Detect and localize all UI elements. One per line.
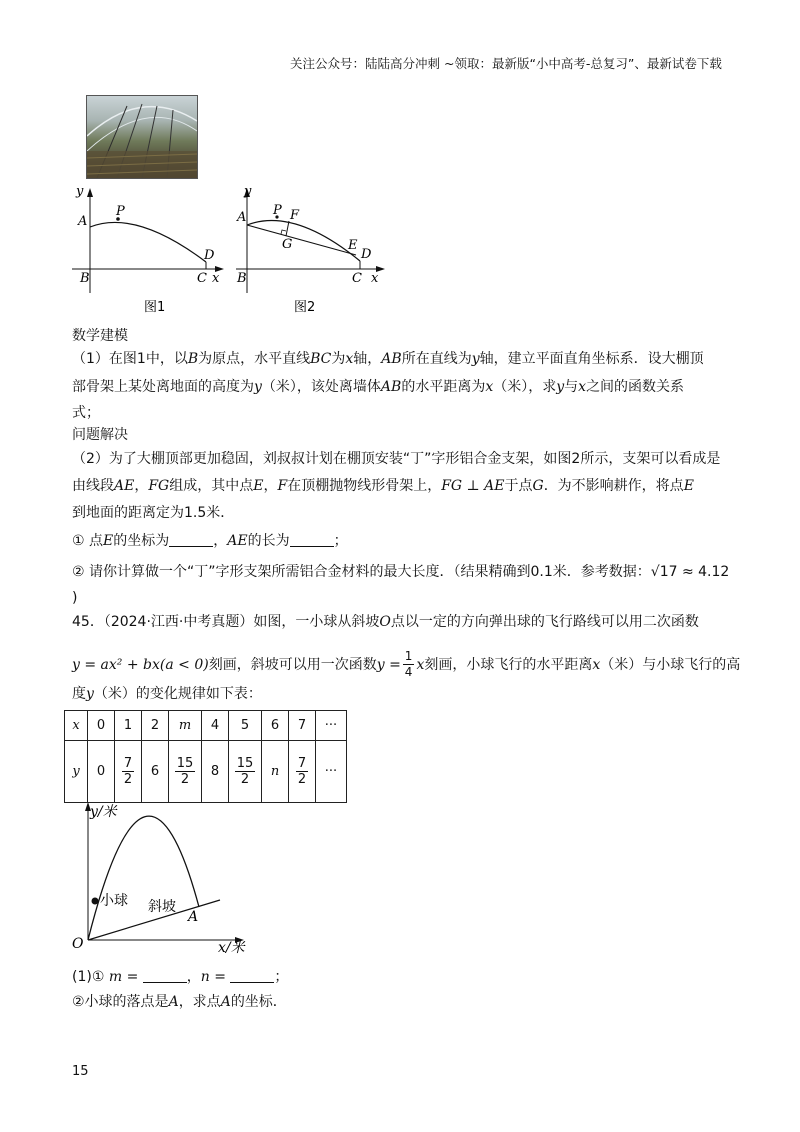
table-cell: $\frac{15}{2}$ (169, 741, 202, 803)
q1-line-2: 部骨架上某处离地面的高度为y（米），该处离墙体AB的水平距离为x（米），求y与x之间的函数关系 (72, 379, 685, 395)
fig1-label-d: D (204, 248, 215, 263)
table-cell: $\frac{7}{2}$ (115, 741, 142, 803)
fig2-label-b: B (237, 271, 247, 286)
section-solving: 问题解决 (72, 427, 128, 443)
fig2-label-f: F (290, 208, 300, 223)
table-cell: 6 (142, 741, 169, 803)
q2-sub-2-close: ) (72, 590, 78, 606)
fig2-segment-ae (247, 225, 356, 255)
answer-blank-ae-length[interactable] (290, 532, 334, 547)
fig3-x-label: x/米 (218, 940, 245, 956)
fig2-caption: 图2 (294, 300, 316, 315)
fig3-label-slope: 斜坡 (148, 899, 176, 915)
table-cell: 2 (142, 711, 169, 741)
fig1-label-a: A (78, 214, 88, 229)
table-cell: 7 (289, 711, 316, 741)
q1-line-1: （1）在图1中，以B为原点，水平直线BC为x轴，AB所在直线为y轴，建立平面直角坐标系．设大棚顶 (72, 351, 704, 367)
answer-blank-n[interactable] (230, 968, 274, 983)
answer-blank-e-coord[interactable] (169, 532, 213, 547)
fig2-label-a: A (237, 210, 247, 225)
table-row-x (65, 711, 347, 741)
table-cell: ··· (316, 711, 347, 741)
figure-ball-trajectory (62, 800, 282, 960)
fig1-parabola (90, 222, 206, 262)
table-cell: 6 (262, 711, 289, 741)
table-cell: ··· (316, 741, 347, 803)
q2-sub-1: ① 点E的坐标为 ，AE的长为 ； (72, 533, 348, 549)
fig3-label-o: O (72, 936, 84, 952)
q45-line-1: 45．（2024·江西·中考真题）如图，一小球从斜坡O点以一定的方向弹出球的飞行路线可以用二次函数 (72, 614, 699, 630)
fig2-label-c: C (352, 271, 362, 286)
table-cell: 4 (202, 711, 229, 741)
fig1-y-label: y (76, 185, 84, 199)
section-modeling: 数学建模 (72, 328, 128, 344)
fig1-label-c: C (197, 271, 207, 286)
figure-2 (232, 185, 392, 320)
page-header: 关注公众号：陆陆高分冲刺 ~领取：最新版“小中高考-总复习”、最新试卷下载 (290, 56, 722, 71)
table-cell: 1 (115, 711, 142, 741)
q45-sub-2: ②小球的落点是A，求点A的坐标． (72, 994, 287, 1010)
fig2-x-label: x (371, 271, 379, 286)
greenhouse-photo (86, 95, 198, 179)
fig3-y-label: y/米 (90, 804, 117, 820)
fig3-label-a: A (188, 909, 199, 925)
fig3-trajectory (88, 816, 199, 940)
value-table (64, 710, 347, 803)
q2-line-2: 由线段AE，FG组成，其中点E，F在顶棚抛物线形骨架上，FG ⊥ AE于点G．为不影响耕作，将点E (72, 478, 694, 494)
q45-line-2: y = ax² + bx(a < 0) 刻画，斜坡可以用一次函数 y = $\frac{1}{4}$ x 刻画，小球飞行的水平距离 x （米）与小球飞行的高 (72, 649, 741, 679)
fig3-ball (92, 898, 99, 905)
q2-line-3: 到地面的距离定为1.5米． (72, 505, 235, 521)
table-row-y (65, 741, 347, 803)
q45-line-3: 度y（米）的变化规律如下表： (72, 686, 262, 702)
fig2-segment-fg (286, 221, 289, 236)
table-cell: 0 (88, 711, 115, 741)
answer-blank-m[interactable] (143, 968, 187, 983)
table-cell: x (65, 711, 88, 741)
table-cell: 8 (202, 741, 229, 803)
figure-1 (66, 185, 226, 320)
fig2-y-label: y (244, 185, 252, 199)
page-number: 15 (72, 1064, 89, 1079)
fig3-label-ball: 小球 (100, 893, 128, 909)
table-cell: m (169, 711, 202, 741)
table-cell: $\frac{7}{2}$ (289, 741, 316, 803)
fig1-caption: 图1 (144, 300, 166, 315)
fig1-label-b: B (80, 271, 90, 286)
fig2-label-e: E (348, 238, 358, 253)
q1-line-3: 式； (72, 405, 100, 421)
fig2-label-p: P (273, 203, 282, 218)
table-cell: y (65, 741, 88, 803)
fig1-label-p: P (116, 204, 125, 219)
table-cell: $\frac{15}{2}$ (229, 741, 262, 803)
fig1-x-label: x (212, 271, 220, 286)
table-cell: n (262, 741, 289, 803)
q2-line-1: （2）为了大棚顶部更加稳固，刘叔叔计划在棚顶安装“丁”字形铝合金支架，如图2所示，支架可以看成是 (72, 451, 721, 467)
table-cell: 5 (229, 711, 262, 741)
fig2-label-d: D (361, 247, 372, 262)
q2-sub-2: ② 请你计算做一个“丁”字形支架所需铝合金材料的最大长度．（结果精确到0.1米．参考数据：√17 ≈ 4.12 (72, 564, 730, 580)
q45-sub-1: (1)① m = ，n = ； (72, 969, 289, 985)
table-cell: 0 (88, 741, 115, 803)
fig2-label-g: G (282, 237, 293, 252)
